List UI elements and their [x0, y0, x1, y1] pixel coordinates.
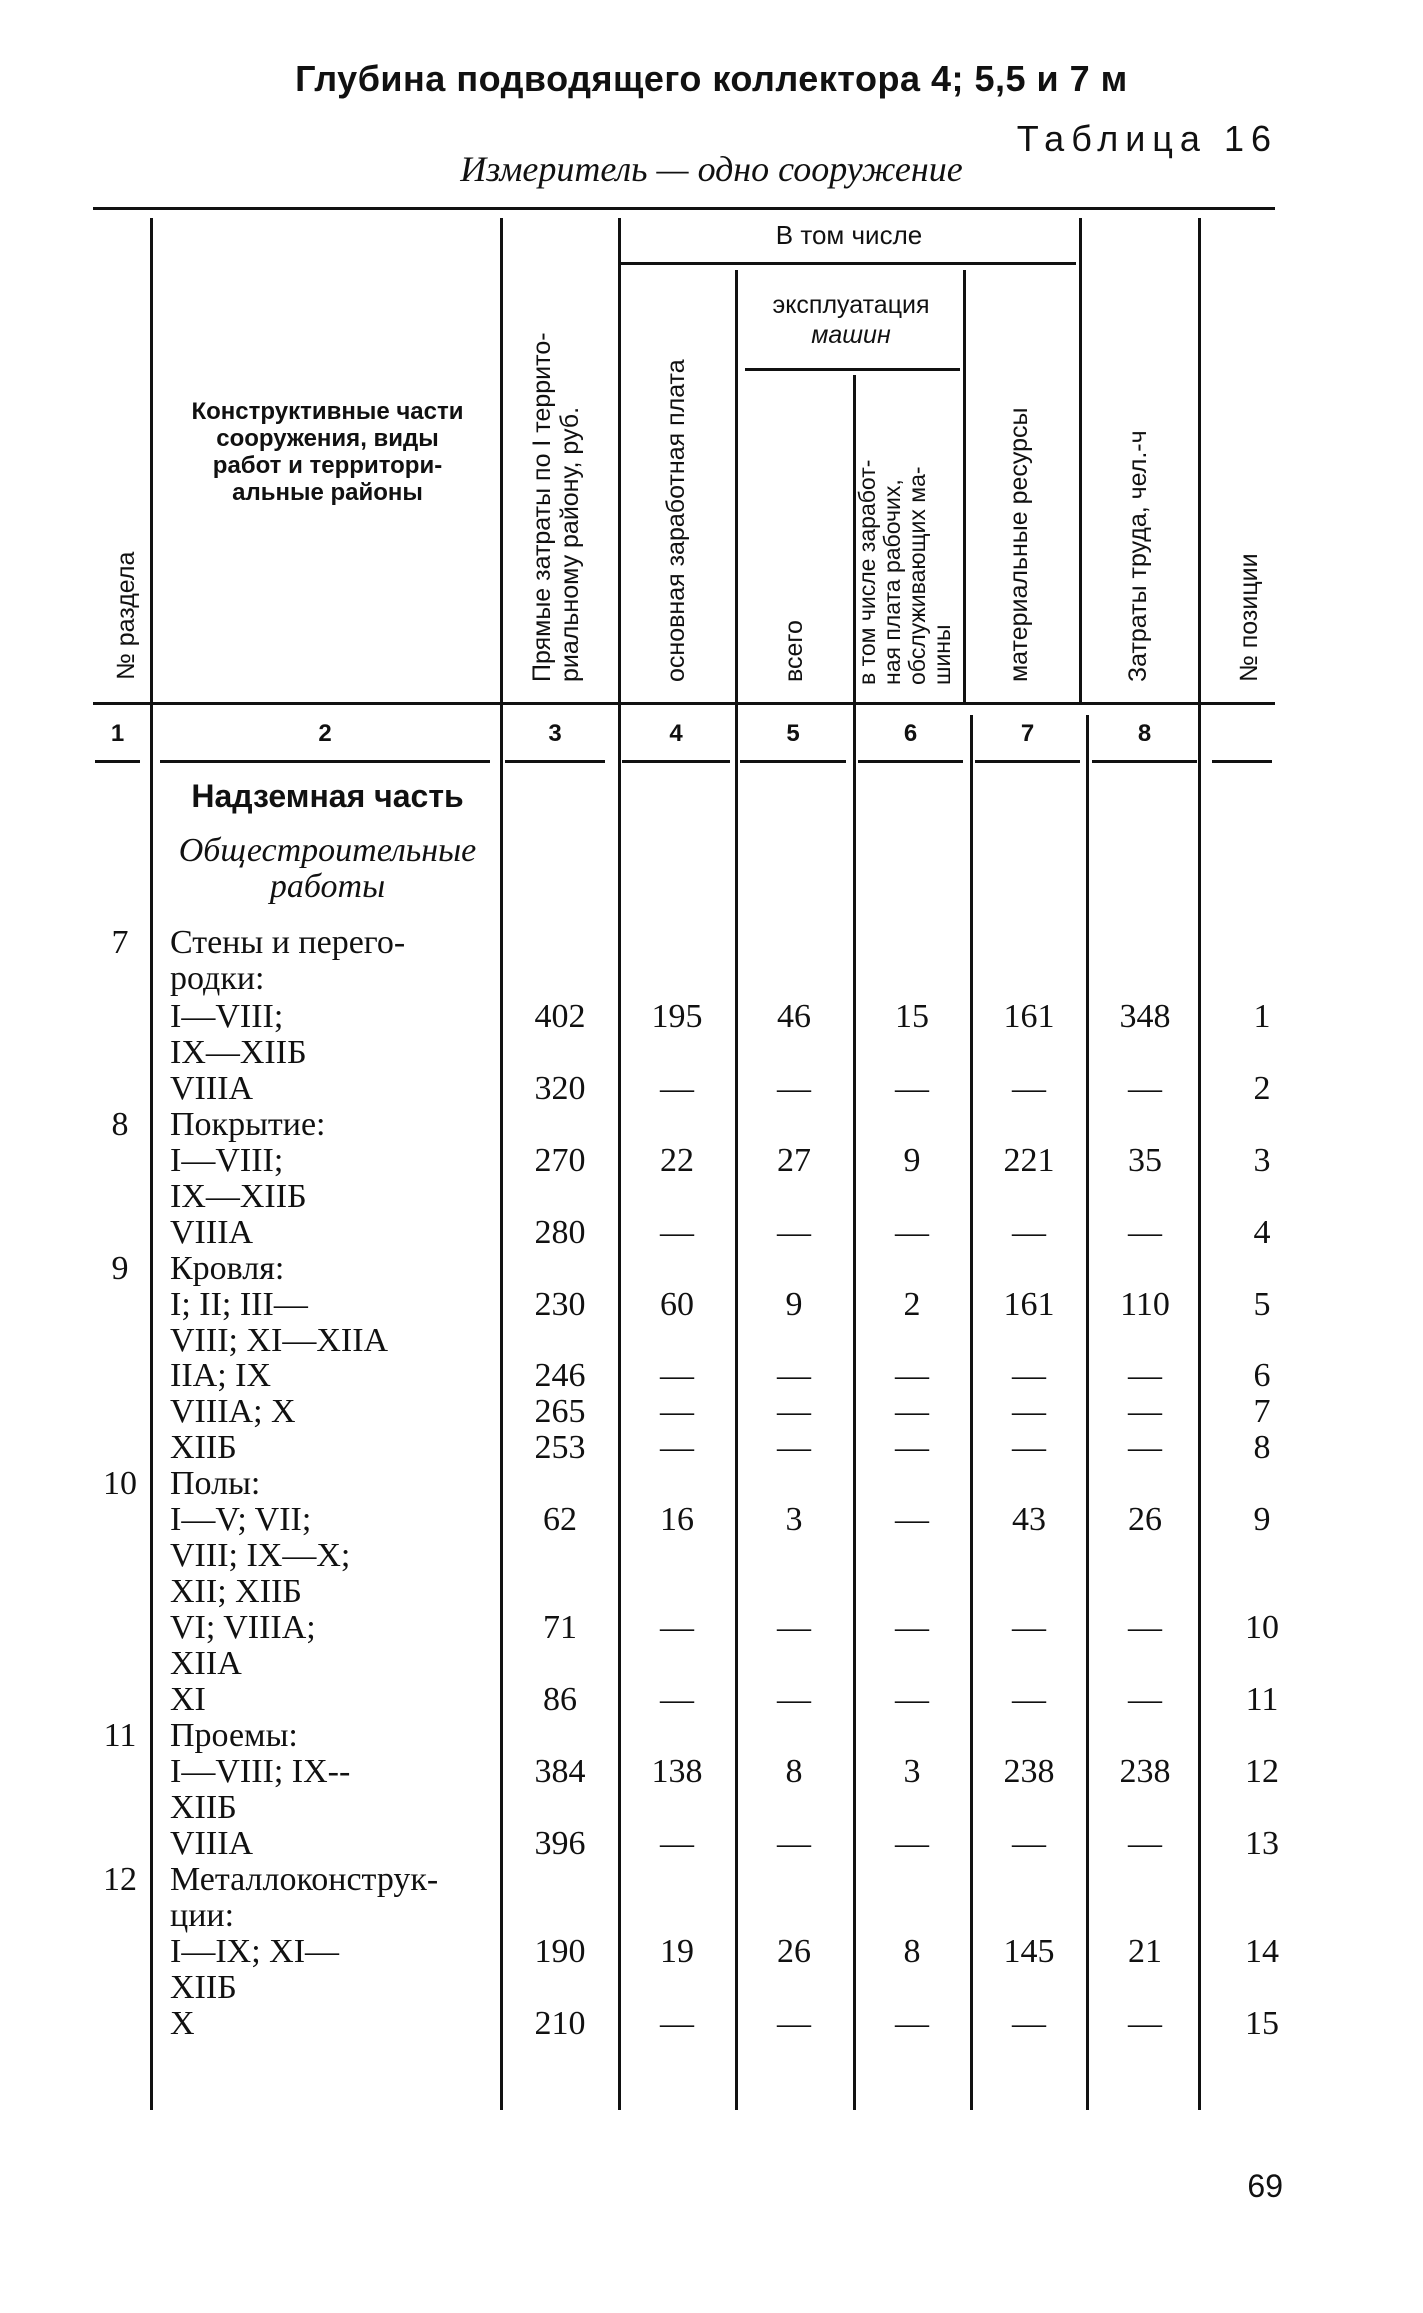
table-row — [0, 1538, 1423, 1574]
position-number: 2 — [1253, 1070, 1271, 1107]
row-label: X — [170, 2005, 195, 2042]
table-row — [0, 1107, 1423, 1143]
direct-costs-value: 253 — [534, 1429, 586, 1466]
table-row — [0, 1826, 1423, 1862]
position-number: 3 — [1253, 1142, 1271, 1179]
operator-salary-value: — — [895, 1393, 929, 1430]
direct-costs-value: 190 — [534, 1933, 586, 1970]
labor-costs-value: — — [1128, 1214, 1162, 1251]
table-row — [0, 1358, 1423, 1394]
direct-costs-value: 396 — [534, 1825, 586, 1862]
column-number: 3 — [548, 720, 562, 747]
direct-costs-value: 71 — [543, 1609, 577, 1646]
table-label: Таблица 16 — [1016, 118, 1278, 159]
column-number: 4 — [669, 720, 683, 747]
section-number: 7 — [111, 924, 129, 961]
material-resources-value: 238 — [1003, 1753, 1055, 1790]
operator-salary-value: 15 — [895, 998, 929, 1035]
table-row — [0, 1430, 1423, 1466]
column-number: 5 — [786, 720, 800, 747]
position-number: 1 — [1253, 998, 1271, 1035]
labor-costs-value: — — [1128, 2005, 1162, 2042]
material-resources-value: — — [1012, 1070, 1046, 1107]
row-label: Металлоконструк- — [170, 1861, 439, 1898]
row-label: VI; VIIIA; — [170, 1609, 316, 1646]
table-row — [0, 1862, 1423, 1898]
base-salary-value: 16 — [660, 1501, 694, 1538]
machines-total-value: — — [777, 1825, 811, 1862]
table-row — [0, 1466, 1423, 1502]
labor-costs-value: — — [1128, 1357, 1162, 1394]
section-heading: Надземная часть — [191, 778, 464, 814]
column-number: 8 — [1137, 720, 1152, 747]
row-label: XII; XIIБ — [170, 1573, 302, 1610]
table-row — [0, 1718, 1423, 1754]
material-resources-value: — — [1012, 1429, 1046, 1466]
table-row — [0, 1646, 1423, 1682]
row-label: I—V; VII; — [170, 1501, 312, 1538]
position-number: 9 — [1253, 1501, 1271, 1538]
direct-costs-value: 86 — [543, 1681, 577, 1718]
header-base-salary: основная заработная плата — [662, 359, 690, 682]
table-row — [0, 1287, 1423, 1323]
table-row — [0, 1754, 1423, 1790]
row-label: IX—XIIБ — [170, 1034, 307, 1071]
section-number: 11 — [103, 1717, 137, 1754]
labor-costs-value: — — [1128, 1070, 1162, 1107]
labor-costs-value: 238 — [1119, 1753, 1171, 1790]
header-section-number: № раздела — [112, 551, 140, 680]
machines-total-value: — — [777, 1357, 811, 1394]
direct-costs-value: 402 — [534, 998, 586, 1035]
row-label: I—VIII; — [170, 998, 284, 1035]
header-machines-total: всего — [780, 620, 808, 682]
operator-salary-value: — — [895, 1681, 929, 1718]
row-label: VIIIA; X — [170, 1393, 296, 1430]
material-resources-value: 161 — [1003, 998, 1055, 1035]
column-number: 1 — [110, 720, 125, 747]
row-label: Кровля: — [170, 1250, 285, 1287]
operator-salary-value: — — [895, 1609, 929, 1646]
machines-total-value: 46 — [777, 998, 811, 1035]
header-construction-parts-line: альные районы — [232, 479, 423, 506]
row-label: Полы: — [170, 1465, 261, 1502]
table-row — [0, 1970, 1423, 2006]
machines-total-value: 9 — [785, 1286, 803, 1323]
operator-salary-value: 2 — [903, 1286, 921, 1323]
direct-costs-value: 270 — [534, 1142, 586, 1179]
operator-salary-value: — — [895, 1501, 929, 1538]
material-resources-value: 221 — [1003, 1142, 1055, 1179]
labor-costs-value: — — [1128, 1825, 1162, 1862]
machines-total-value: — — [777, 1681, 811, 1718]
header-machine-operator-salary-line: шины — [929, 624, 955, 685]
header-including: В том числе — [775, 220, 923, 250]
table-row — [0, 1610, 1423, 1646]
operator-salary-value: — — [895, 2005, 929, 2042]
operator-salary-value: 9 — [903, 1142, 921, 1179]
table-row — [0, 1143, 1423, 1179]
operator-salary-value: 3 — [903, 1753, 921, 1790]
operator-salary-value: — — [895, 1825, 929, 1862]
operator-salary-value: — — [895, 1357, 929, 1394]
row-label: VIIIA — [170, 1070, 254, 1107]
header-machine-operator-salary-line: ная плата рабочих, — [879, 479, 905, 685]
labor-costs-value: 26 — [1128, 1501, 1162, 1538]
base-salary-value: 195 — [651, 998, 703, 1035]
table-row — [0, 1394, 1423, 1430]
header-construction-parts-line: сооружения, виды — [216, 425, 439, 452]
table-row — [0, 961, 1423, 997]
base-salary-value: — — [660, 1609, 694, 1646]
row-label: XIIБ — [170, 1969, 237, 2006]
header-machine-operation — [740, 290, 962, 350]
subsection-heading: работы — [269, 868, 386, 905]
row-label: XI — [170, 1681, 206, 1718]
direct-costs-value: 230 — [534, 1286, 586, 1323]
header-construction-parts — [160, 398, 495, 506]
direct-costs-value: 246 — [534, 1357, 586, 1394]
material-resources-value: 161 — [1003, 1286, 1055, 1323]
position-number: 12 — [1245, 1753, 1279, 1790]
operator-salary-value: — — [895, 1070, 929, 1107]
labor-costs-value: — — [1128, 1429, 1162, 1466]
header-machine-operator-salary-line: в том числе заработ- — [854, 459, 880, 685]
base-salary-value: 60 — [660, 1286, 694, 1323]
material-resources-value: — — [1012, 1357, 1046, 1394]
table-row — [0, 2006, 1423, 2042]
labor-costs-value: 21 — [1128, 1933, 1162, 1970]
row-label: ции: — [170, 1897, 235, 1934]
direct-costs-value: 384 — [534, 1753, 586, 1790]
direct-costs-value: 62 — [543, 1501, 577, 1538]
machines-total-value: — — [777, 2005, 811, 2042]
machines-total-value: 3 — [785, 1501, 803, 1538]
labor-costs-value: 35 — [1128, 1142, 1162, 1179]
base-salary-value: — — [660, 2005, 694, 2042]
table-row — [0, 1574, 1423, 1610]
material-resources-value: 145 — [1003, 1933, 1055, 1970]
position-number: 11 — [1245, 1681, 1279, 1718]
page-title: Глубина подводящего коллектора 4; 5,5 и 7 м — [295, 58, 1128, 99]
table-row — [0, 1071, 1423, 1107]
section-number: 10 — [103, 1465, 137, 1502]
row-label: XIIБ — [170, 1429, 237, 1466]
base-salary-value: — — [660, 1429, 694, 1466]
header-machine-operation-line: эксплуатация — [772, 291, 930, 319]
row-label: VIIIA — [170, 1214, 254, 1251]
material-resources-value: — — [1012, 1214, 1046, 1251]
base-salary-value: — — [660, 1070, 694, 1107]
header-position-number: № позиции — [1235, 553, 1263, 682]
row-label: VIII; XI—XIIA — [170, 1322, 389, 1359]
labor-costs-value: 110 — [1120, 1286, 1170, 1323]
row-label: IIA; IX — [170, 1357, 272, 1394]
row-label: XIIБ — [170, 1789, 237, 1826]
section-number: 8 — [111, 1106, 129, 1143]
table-row — [0, 1502, 1423, 1538]
direct-costs-value: 265 — [534, 1393, 586, 1430]
row-label: VIII; IX—X; — [170, 1537, 351, 1574]
direct-costs-value: 210 — [534, 2005, 586, 2042]
section-number: 9 — [111, 1250, 129, 1287]
base-salary-value: — — [660, 1393, 694, 1430]
header-material-resources: материальные ресурсы — [1005, 407, 1033, 682]
header-machine-operation-line: машин — [811, 321, 891, 349]
position-number: 14 — [1245, 1933, 1279, 1970]
table-row — [0, 1934, 1423, 1970]
row-label: Стены и перего- — [170, 924, 406, 961]
base-salary-value: — — [660, 1357, 694, 1394]
position-number: 15 — [1245, 2005, 1279, 2042]
base-salary-value: — — [660, 1825, 694, 1862]
section-number: 12 — [103, 1861, 137, 1898]
machines-total-value: 27 — [777, 1142, 811, 1179]
unit-caption: Измеритель — одно сооружение — [460, 149, 963, 189]
position-number: 5 — [1253, 1286, 1271, 1323]
machines-total-value: — — [777, 1214, 811, 1251]
labor-costs-value: — — [1128, 1609, 1162, 1646]
row-label: Покрытие: — [170, 1106, 326, 1143]
operator-salary-value: — — [895, 1429, 929, 1466]
direct-costs-value: 320 — [534, 1070, 586, 1107]
header-direct-costs — [528, 332, 584, 682]
position-number: 13 — [1245, 1825, 1279, 1862]
position-number: 6 — [1253, 1357, 1271, 1394]
material-resources-value: — — [1012, 1825, 1046, 1862]
header-labor-costs: Затраты труда, чел.-ч — [1124, 430, 1152, 682]
row-label: Проемы: — [170, 1717, 298, 1754]
row-label: I—VIII; IX-- — [170, 1753, 351, 1790]
base-salary-value: 138 — [651, 1753, 703, 1790]
base-salary-value: — — [660, 1681, 694, 1718]
header-machine-operator-salary-line: обслуживающих ма- — [904, 466, 930, 685]
subsection-heading: Общестроительные — [178, 832, 477, 869]
base-salary-value: 22 — [660, 1142, 694, 1179]
row-label: I; II; III— — [170, 1286, 308, 1323]
labor-costs-value: 348 — [1119, 998, 1171, 1035]
machines-total-value: — — [777, 1609, 811, 1646]
table-row — [0, 1179, 1423, 1215]
labor-costs-value: — — [1128, 1393, 1162, 1430]
column-number: 6 — [903, 720, 918, 747]
row-label: VIIIA — [170, 1825, 254, 1862]
position-number: 10 — [1245, 1609, 1279, 1646]
page-number: 69 — [1247, 2168, 1283, 2204]
labor-costs-value: — — [1128, 1681, 1162, 1718]
column-number: 7 — [1020, 720, 1035, 747]
table-row — [0, 1215, 1423, 1251]
table-row — [0, 1035, 1423, 1071]
table-row — [0, 1898, 1423, 1934]
material-resources-value: — — [1012, 1609, 1046, 1646]
material-resources-value: 43 — [1012, 1501, 1046, 1538]
machines-total-value: 8 — [785, 1753, 803, 1790]
material-resources-value: — — [1012, 2005, 1046, 2042]
row-label: родки: — [170, 960, 265, 997]
header-machine-operator-salary — [855, 460, 955, 685]
table-row — [0, 1323, 1423, 1359]
position-number: 7 — [1253, 1393, 1271, 1430]
row-label: XIIA — [170, 1645, 242, 1682]
operator-salary-value: 8 — [903, 1933, 921, 1970]
row-label: I—IX; XI— — [170, 1933, 340, 1970]
header-construction-parts-line: работ и территори- — [212, 452, 443, 479]
machines-total-value: — — [777, 1429, 811, 1466]
machines-total-value: — — [777, 1393, 811, 1430]
table-row — [0, 1251, 1423, 1287]
header-construction-parts-line: Конструктивные части — [191, 398, 464, 425]
position-number: 8 — [1253, 1429, 1271, 1466]
material-resources-value: — — [1012, 1393, 1046, 1430]
table-row — [0, 925, 1423, 961]
machines-total-value: — — [777, 1070, 811, 1107]
direct-costs-value: 280 — [534, 1214, 586, 1251]
material-resources-value: — — [1012, 1681, 1046, 1718]
base-salary-value: 19 — [660, 1933, 694, 1970]
position-number: 4 — [1253, 1214, 1271, 1251]
base-salary-value: — — [660, 1214, 694, 1251]
header-direct-costs-line: риальному району, руб. — [556, 406, 584, 682]
operator-salary-value: — — [895, 1214, 929, 1251]
table-row — [0, 1790, 1423, 1826]
row-label: I—VIII; — [170, 1142, 284, 1179]
row-label: IX—XIIБ — [170, 1178, 307, 1215]
table-row — [0, 1682, 1423, 1718]
column-number: 2 — [318, 720, 332, 747]
machines-total-value: 26 — [777, 1933, 811, 1970]
header-direct-costs-line: Прямые затраты по I террито- — [528, 332, 556, 682]
table-row — [0, 999, 1423, 1035]
